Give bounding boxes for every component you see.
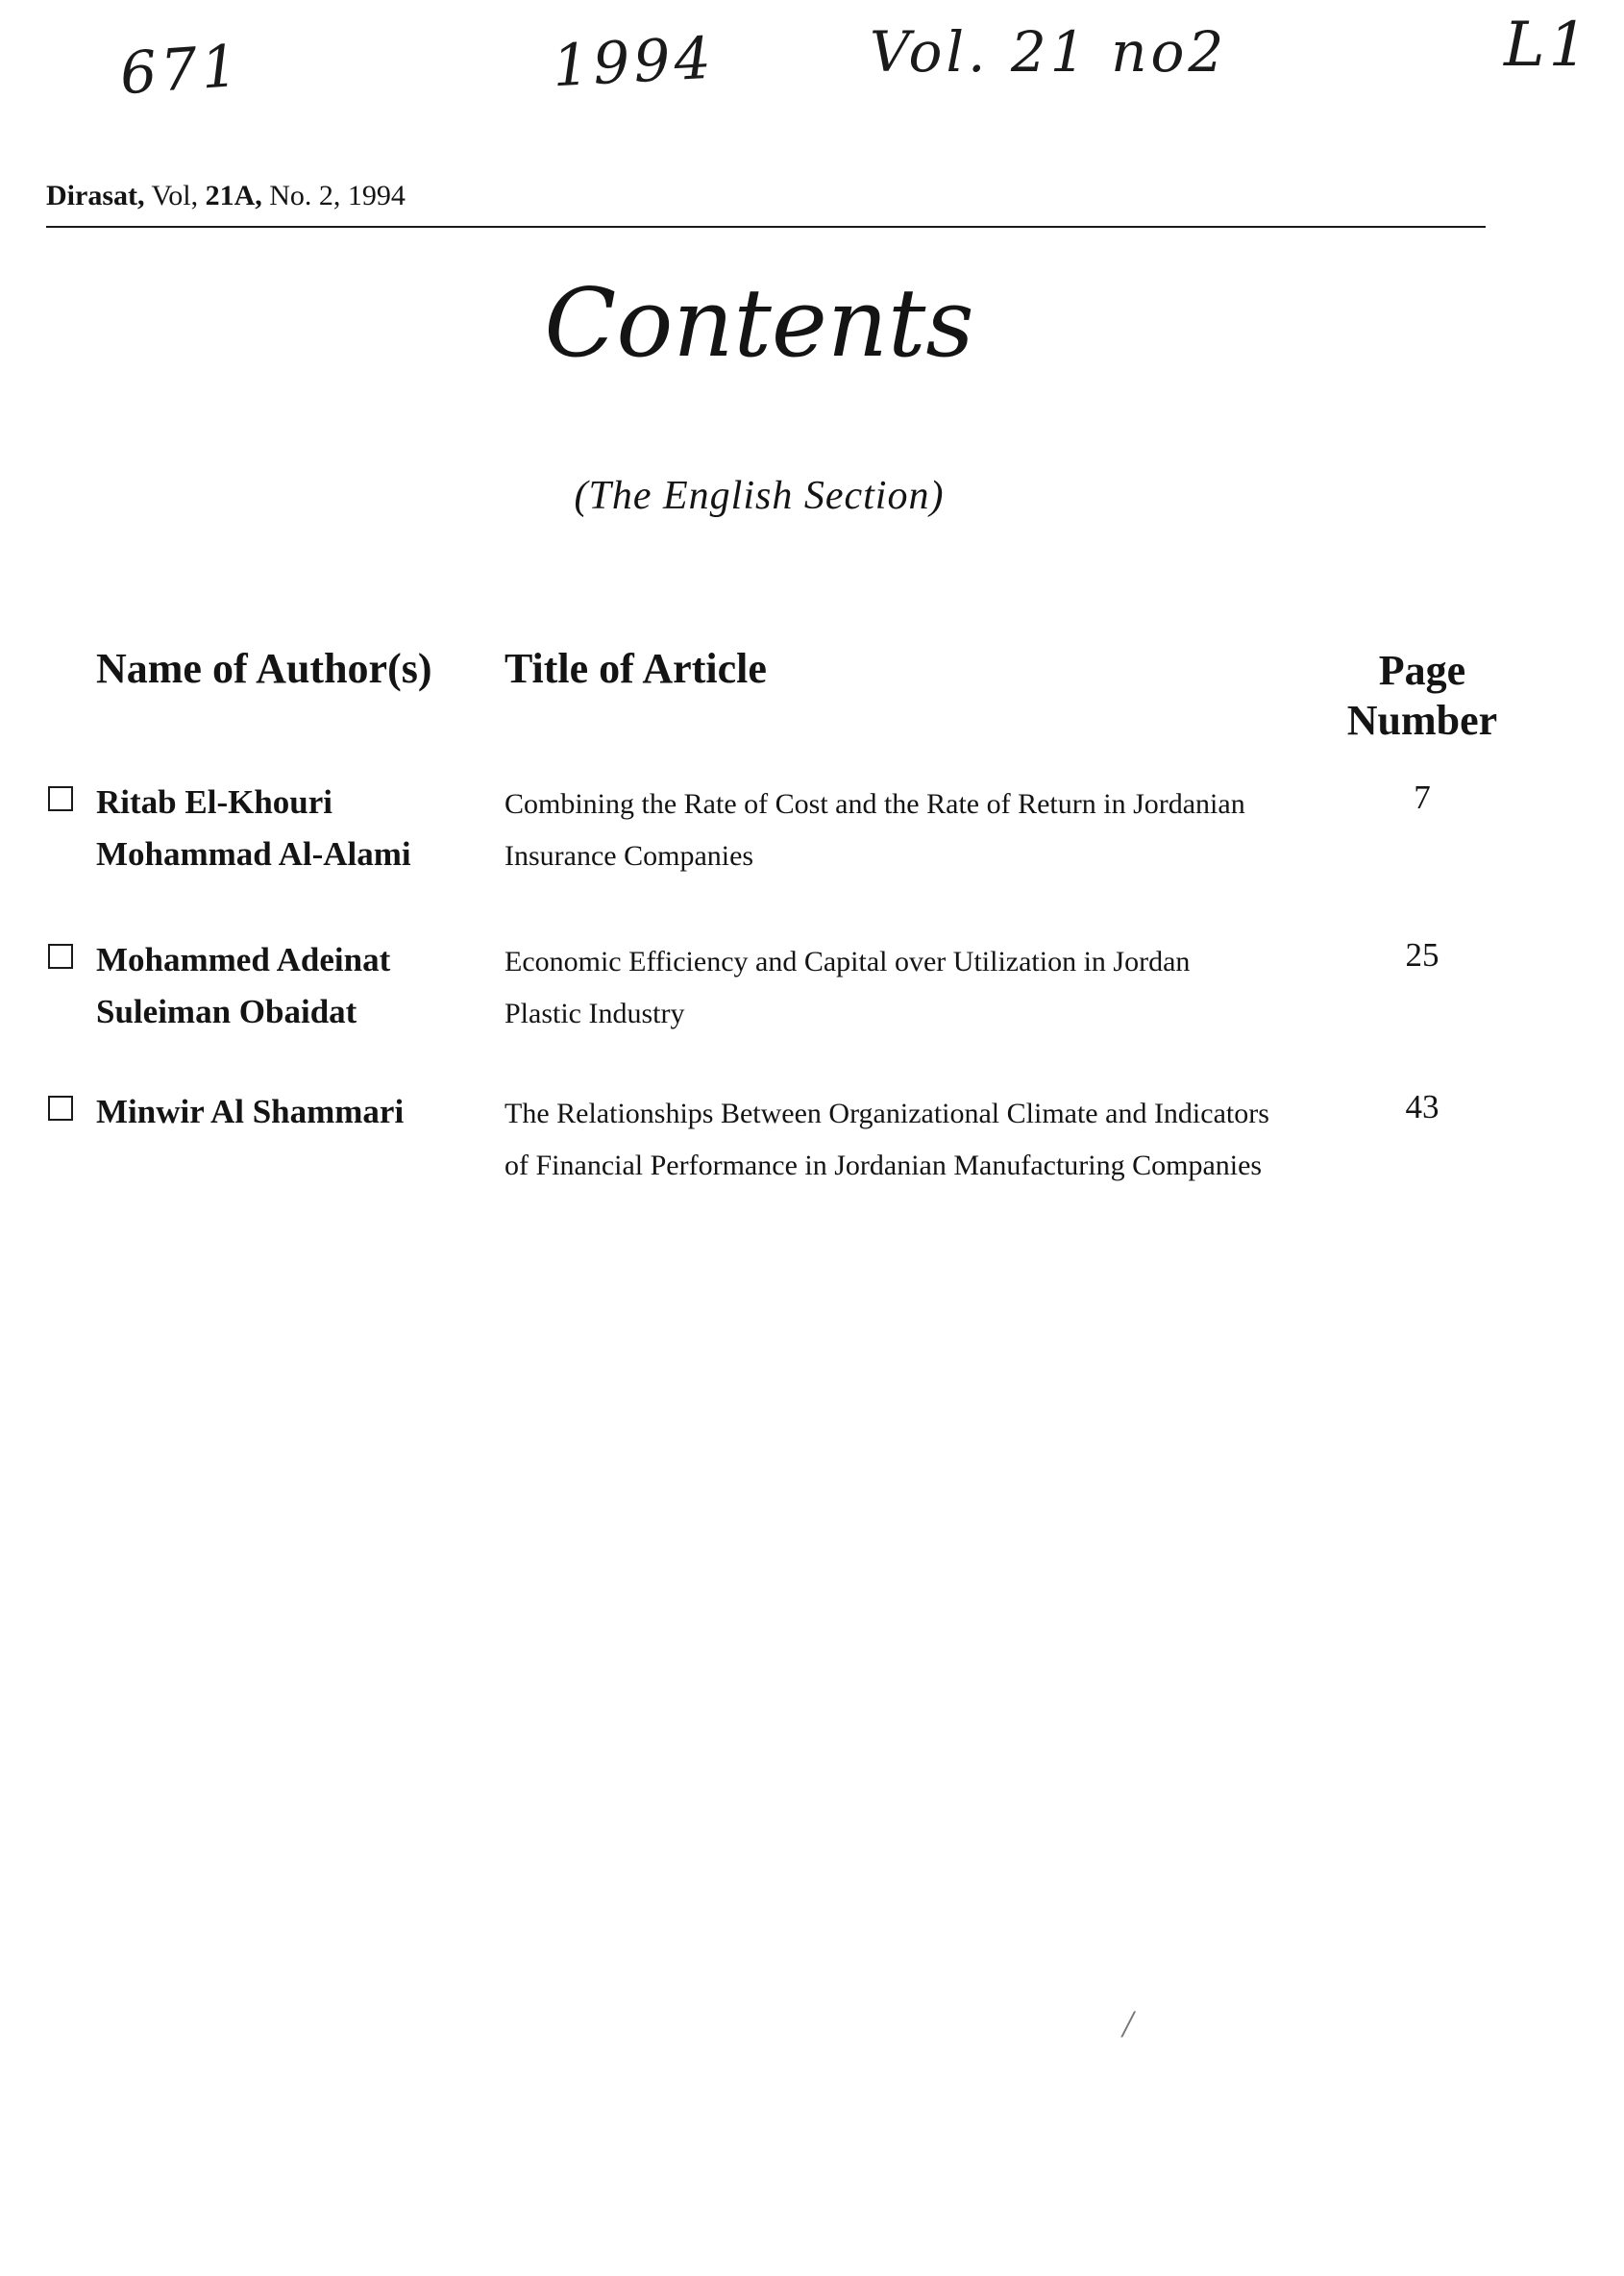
entry-authors [96, 777, 411, 880]
header-divider [46, 226, 1486, 228]
column-header-page [1316, 646, 1528, 746]
entry-authors [96, 934, 390, 1038]
checkbox-icon [48, 786, 73, 811]
page-title: Contents [544, 269, 974, 379]
author-name: Ritab El-Khouri [96, 783, 333, 821]
journal-vol-number: 21A, [205, 180, 262, 211]
entry-page-number: 25 [1405, 936, 1439, 974]
entry-article-title: Economic Efficiency and Capital over Utilization in Jordan Plastic Industry [504, 946, 1191, 1029]
column-header-page-line1: Page [1378, 647, 1466, 694]
page-subtitle: (The English Section) [574, 474, 945, 518]
journal-name: Dirasat, [46, 180, 145, 211]
stray-pen-mark: / [1122, 2002, 1134, 2045]
entry-page-number: 43 [1405, 1088, 1439, 1126]
handwritten-note-volume: Vol. 21 no2 [870, 19, 1228, 85]
column-header-page-line2: Number [1346, 697, 1498, 744]
handwritten-note-year: 1994 [551, 24, 717, 101]
author-name: Mohammed Adeinat [96, 941, 391, 978]
checkbox-icon [48, 944, 73, 969]
checkbox-icon [48, 1096, 73, 1121]
author-name: Suleiman Obaidat [96, 993, 357, 1030]
handwritten-note-corner: L1 [1504, 10, 1592, 81]
journal-issue: No. 2, 1994 [269, 180, 406, 211]
author-name: Minwir Al Shammari [96, 1093, 405, 1130]
entry-article-title: Combining the Rate of Cost and the Rate of Return in Jordanian Insurance Companies [504, 788, 1245, 872]
entry-page-number: 7 [1414, 779, 1431, 816]
journal-header [46, 180, 406, 212]
journal-vol-label: Vol, [151, 180, 199, 211]
entry-article-title: The Relationships Between Organizational Climate and Indicators of Financial Performance in Jordanian Manufacturing Companies [504, 1098, 1269, 1181]
handwritten-note-catalog-number: 671 [117, 32, 244, 109]
column-header-title: Title of Article [504, 645, 767, 692]
author-name: Mohammad Al-Alami [96, 835, 411, 873]
column-header-author: Name of Author(s) [96, 645, 432, 692]
entry-authors [96, 1086, 404, 1138]
